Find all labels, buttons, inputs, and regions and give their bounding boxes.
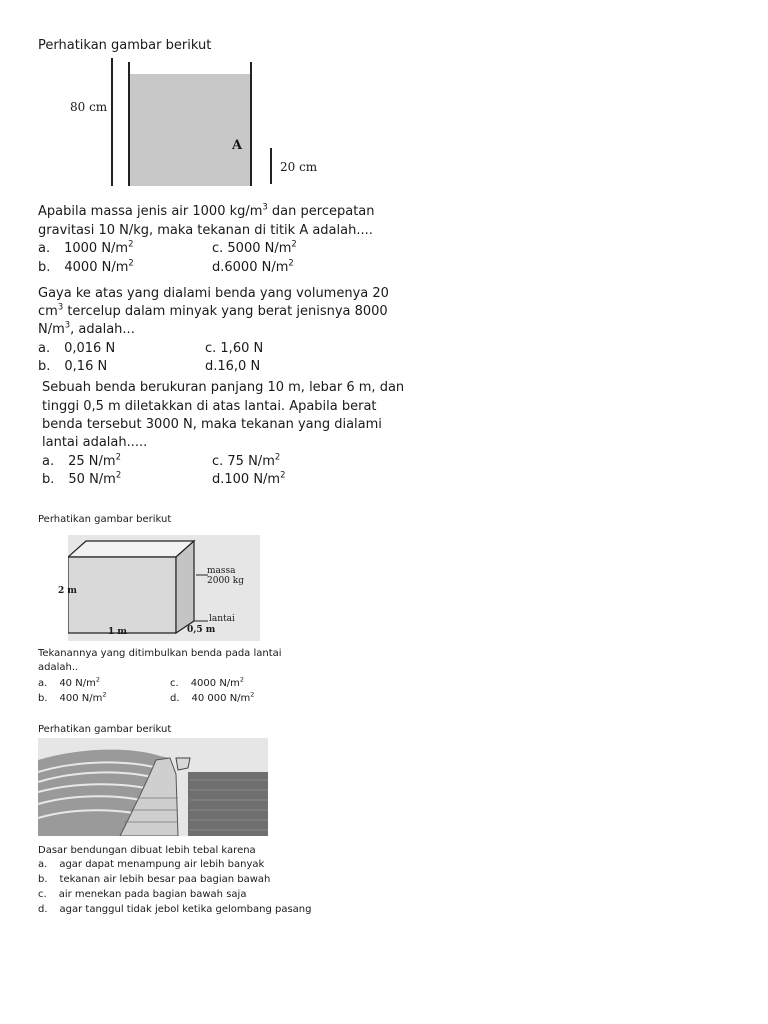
q5-opt-c: c. air menekan pada bagian bawah saja [38, 889, 247, 900]
q1-label-point-a: A [232, 138, 243, 153]
q4-block-drawing [68, 535, 260, 641]
q4-line1: Tekanannya yang ditimbulkan benda pada lantai [38, 648, 282, 659]
q2-line1: Gaya ke atas yang dialami benda yang volumenya 20 [38, 286, 389, 301]
q3-line4: lantai adalah..... [42, 435, 148, 450]
q3-line3: benda tersebut 3000 N, maka tekanan yang dialami [42, 417, 382, 432]
q3-line1: Sebuah benda berukuran panjang 10 m, lebar 6 m, dan [42, 380, 405, 395]
q4-label-massa: massa [207, 566, 236, 576]
q5-line1: Dasar bendungan dibuat lebih tebal karena [38, 845, 256, 856]
q4-block-figure [68, 535, 260, 641]
q5-opt-d: d. agar tanggul tidak jebol ketika gelombang pasang [38, 904, 312, 915]
q2-opt-d: d.16,0 N [205, 359, 261, 374]
q4-label-mass-value: 2000 kg [207, 576, 244, 586]
q1-opt-a: a. 1000 $N/m^2$ [38, 238, 134, 256]
q3-opt-c: c. 75 $N/m^2$ [212, 451, 281, 469]
q4-label-width: 0,5 m [187, 625, 216, 635]
q2-line2: $cm^3$ tercelup dalam minyak yang berat jenisnya 8000 [38, 301, 388, 319]
q1-opt-b: b. 4000 $N/m^2$ [38, 257, 134, 275]
q5-heading: Perhatikan gambar berikut [38, 724, 172, 735]
q4-label-length: 1 m [108, 627, 127, 637]
q4-opt-a: a. 40 $N/m^2$ [38, 675, 100, 689]
q3-line2: tinggi 0,5 m diletakkan di atas lantai. Apabila berat [42, 399, 377, 414]
q4-opt-d: d. 40 000 $N/m^2$ [170, 690, 255, 704]
q4-label-lantai: lantai [209, 614, 235, 624]
q1-height-line [111, 58, 113, 186]
q3-opt-a: a. 25 $N/m^2$ [42, 451, 121, 469]
q2-opt-b: b. 0,16 N [38, 359, 108, 374]
q1-label-depth: 20 cm [280, 160, 318, 174]
q1-label-height: 80 cm [70, 100, 108, 114]
q5-opt-a: a. agar dapat menampung air lebih banyak [38, 859, 265, 870]
q1-opt-c: c. 5000 $N/m^2$ [212, 238, 297, 256]
q2-line3: $N/m^3$, adalah... [38, 319, 135, 337]
q1-line1: Apabila massa jenis air 1000 $kg/m^3$ dan percepatan [38, 201, 375, 219]
q1-depth-line [270, 148, 272, 184]
q1-opt-d: d.6000 $N/m^2$ [212, 257, 294, 275]
q1-line2: gravitasi 10 N/kg, maka tekanan di titik A adalah.... [38, 223, 373, 238]
q3-opt-b: b. 50 $N/m^2$ [42, 469, 122, 487]
q4-heading: Perhatikan gambar berikut [38, 514, 172, 525]
q4-opt-b: b. 400 $N/m^2$ [38, 690, 107, 704]
q4-opt-c: c. 4000 $N/m^2$ [170, 675, 245, 689]
q3-opt-d: d.100 $N/m^2$ [212, 469, 286, 487]
q5-dam-figure [38, 738, 268, 836]
q4-label-height: 2 m [58, 586, 77, 596]
q5-opt-b: b. tekanan air lebih besar paa bagian bawah [38, 874, 271, 885]
q5-dam-drawing [38, 738, 268, 836]
q1-tank-right-wall [250, 62, 252, 186]
q4-line2: adalah.. [38, 662, 79, 673]
q1-heading: Perhatikan gambar berikut [38, 38, 212, 53]
q2-opt-c: c. 1,60 N [205, 341, 264, 356]
q1-water [130, 74, 250, 186]
q2-opt-a: a. 0,016 N [38, 341, 116, 356]
